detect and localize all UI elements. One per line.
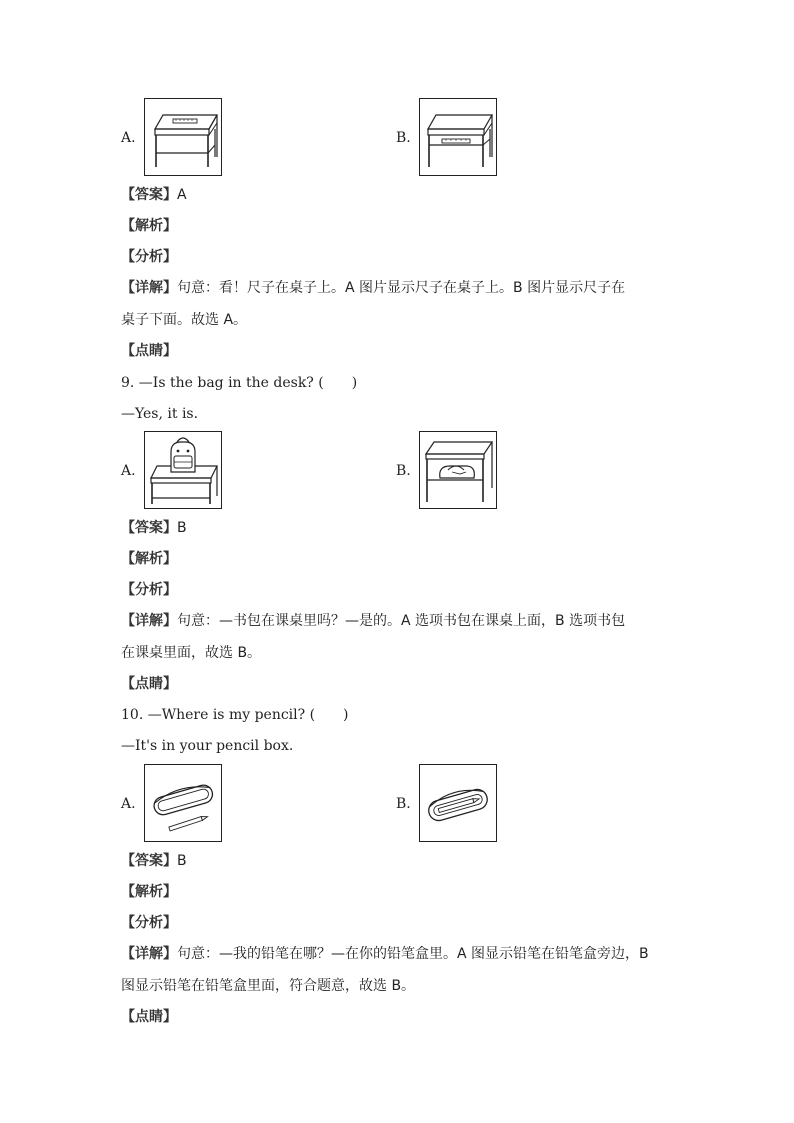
q10-question: 10. —Where is my pencil? ( ) [121,707,349,723]
answer-value: B [177,853,187,869]
q9-fenxi-heading: 【分析】 [121,582,177,598]
q8-jiexi-heading: 【解析】 [121,218,177,234]
q8-answer [121,185,187,205]
detail-tag: 【详解】 [121,280,177,296]
q9-option-b-label: B. [396,463,411,479]
desk-ruler-inside-icon [420,99,496,175]
answer-tag: 【答案】 [121,853,177,869]
q8-option-a-label: A. [121,130,136,146]
q10-detail-line1 [121,944,649,964]
q9-detail-line1 [121,611,625,631]
q10-fenxi-heading: 【分析】 [121,915,177,931]
q9-option-a-label: A. [121,463,136,479]
q10-dianjing-heading: 【点睛】 [121,1009,177,1025]
q10-option-a-label: A. [121,796,136,812]
detail-tag: 【详解】 [121,946,177,962]
q10-option-b-label: B. [396,796,411,812]
q8-detail-line2: 桌子下面。故选 A。 [121,312,248,328]
desk-bag-inside-icon [420,432,496,508]
pencil-box-pencil-outside-icon [145,765,221,841]
detail-text: 句意：—书包在课桌里吗？—是的。A 选项书包在课桌上面，B 选项书包 [177,613,626,629]
answer-value: A [177,187,187,203]
pencil-box-pencil-inside-icon [420,765,496,841]
q9-image-bag-on-desk [144,431,222,509]
q8-detail-line1 [121,278,625,298]
q9-answer [121,518,187,538]
answer-tag: 【答案】 [121,187,177,203]
q9-jiexi-heading: 【解析】 [121,551,177,567]
q9-reply: —Yes, it is. [121,406,199,422]
q9-dianjing-heading: 【点睛】 [121,676,177,692]
detail-text: 句意：—我的铅笔在哪？—在你的铅笔盒里。A 图显示铅笔在铅笔盒旁边，B [177,946,649,962]
q9-detail-line2: 在课桌里面，故选 B。 [121,645,262,661]
q10-image-pencil-beside-box [144,764,222,842]
q9-image-bag-in-desk [419,431,497,509]
q9-question: 9. —Is the bag in the desk? ( ) [121,375,358,391]
q8-fenxi-heading: 【分析】 [121,249,177,265]
q8-option-b-label: B. [396,130,411,146]
q8-image-ruler-under-desk [419,98,497,176]
detail-text: 句意：看！尺子在桌子上。A 图片显示尺子在桌子上。B 图片显示尺子在 [177,280,626,296]
q10-detail-line2: 图显示铅笔在铅笔盒里面，符合题意，故选 B。 [121,978,416,994]
q10-jiexi-heading: 【解析】 [121,884,177,900]
q8-image-ruler-on-desk [144,98,222,176]
answer-tag: 【答案】 [121,520,177,536]
desk-ruler-on-top-icon [145,99,221,175]
detail-tag: 【详解】 [121,613,177,629]
q10-reply: —It's in your pencil box. [121,738,294,754]
q8-dianjing-heading: 【点睛】 [121,343,177,359]
q10-answer [121,851,187,871]
desk-bag-on-top-icon [145,432,221,508]
q10-image-pencil-in-box [419,764,497,842]
answer-value: B [177,520,187,536]
